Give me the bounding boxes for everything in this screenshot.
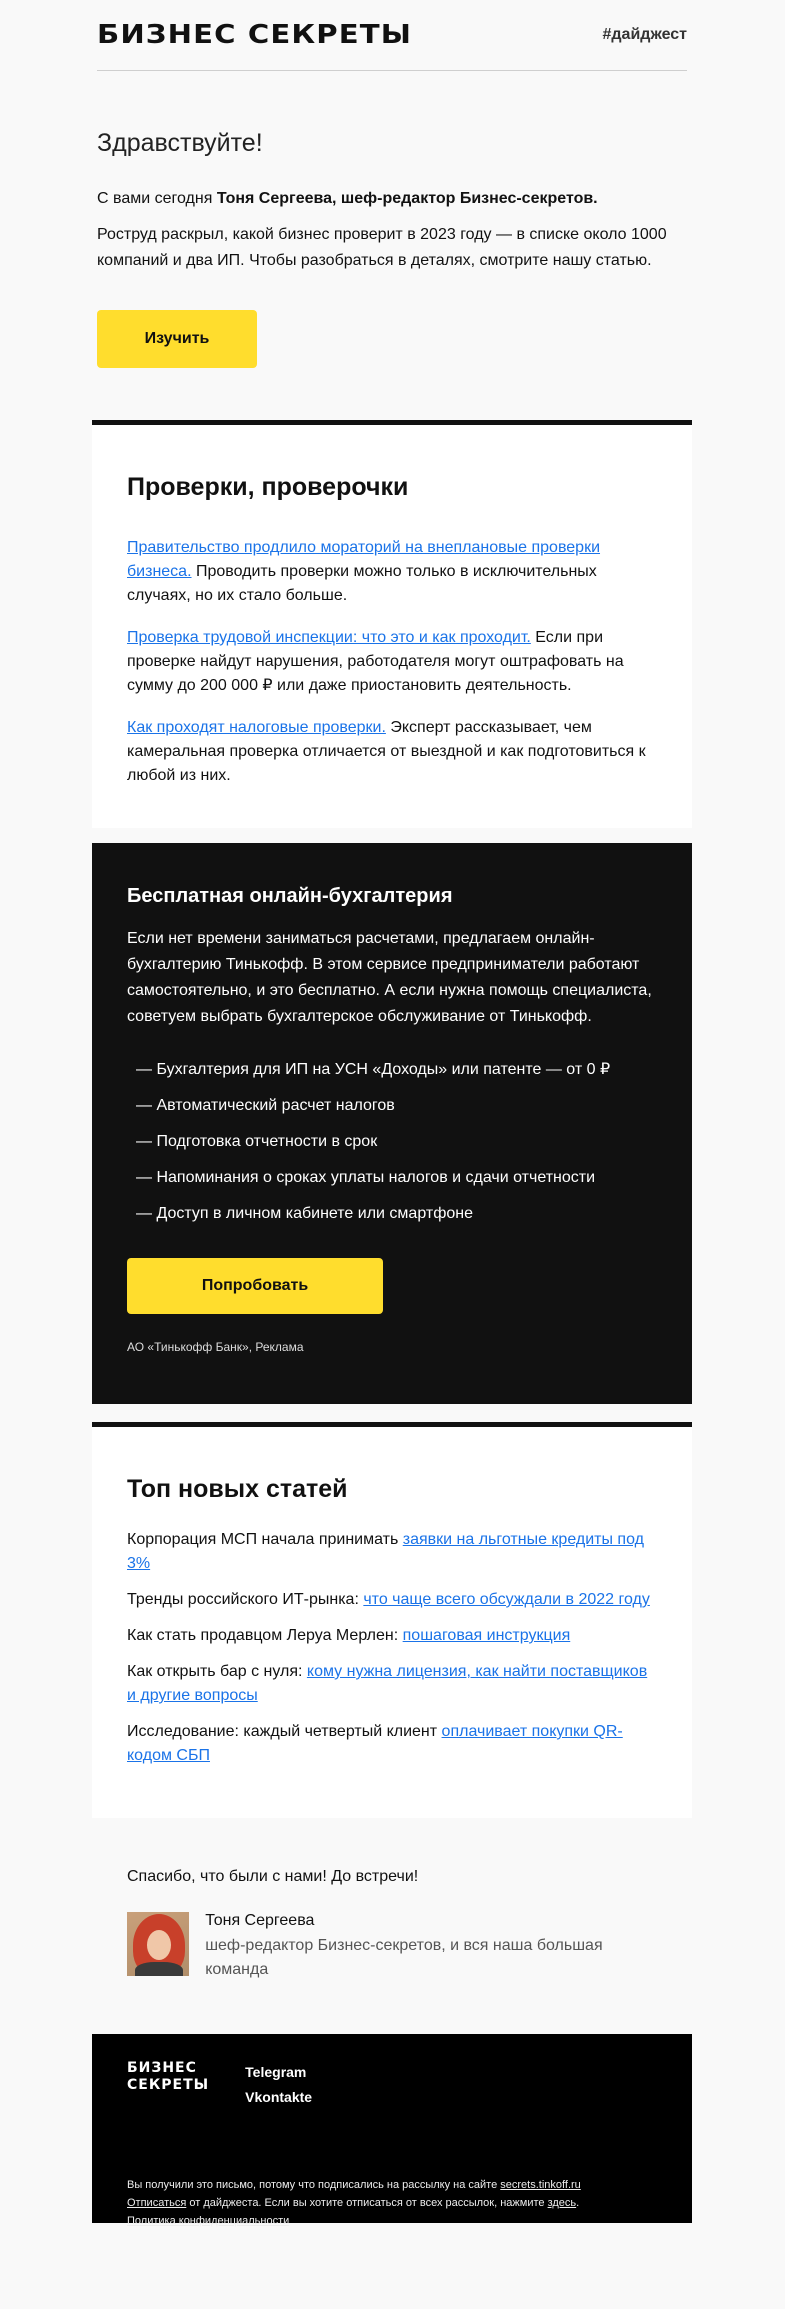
checks-section — [92, 420, 692, 828]
checks-item — [127, 536, 657, 608]
promo-feature: — Бухгалтерия для ИП на УСН «Доходы» или патенте — от 0 ₽ — [136, 1061, 611, 1078]
checks-item — [127, 716, 657, 788]
article-text: Корпорация МСП начала принимать — [127, 1531, 403, 1548]
article-item — [127, 1588, 657, 1612]
checks-item-link[interactable]: Как проходят налоговые проверки. — [127, 719, 386, 736]
footer-logo[interactable] — [127, 2060, 209, 2110]
vkontakte-link[interactable]: Vkontakte — [245, 2089, 313, 2105]
promo-title: Бесплатная онлайн-бухгалтерия — [127, 885, 453, 907]
footer — [92, 2034, 692, 2227]
promo-feature: — Доступ в личном кабинете или смартфоне — [136, 1205, 473, 1222]
author-role: шеф-редактор Бизнес-секретов, и вся наша большая команда — [205, 1937, 603, 1978]
social-links — [245, 2060, 312, 2110]
top-articles-section — [92, 1422, 692, 1818]
article-item — [127, 1720, 657, 1768]
promo-feature: — Автоматический расчет налогов — [136, 1097, 395, 1114]
intro-section — [92, 71, 692, 368]
signoff-section — [92, 1818, 692, 1982]
top-articles-title: Топ новых статей — [127, 1475, 348, 1503]
article-text: Тренды российского ИТ-рынка: — [127, 1591, 364, 1608]
footer-note: Вы получили это письмо, потому что подписались на рассылку на сайте secrets.tinkoff.ru Отписаться от дайджеста. Если вы хотите отписаться от всех рассылок, нажмите здесь. Политика конфиденциальности — [127, 2179, 581, 2227]
brand-logo[interactable]: БИЗНЕС СЕКРЕТЫ — [97, 20, 413, 50]
author-block — [127, 1912, 657, 1982]
article-link[interactable]: кому нужна лицензия, как найти поставщиков и другие вопросы — [127, 1663, 648, 1704]
digest-hashtag: #дайджест — [602, 26, 687, 43]
checks-item-link[interactable]: Правительство продлило мораторий на внеплановые проверки бизнеса. — [127, 539, 601, 580]
checks-item-link[interactable]: Проверка трудовой инспекции: что это и как проходит. — [127, 629, 531, 646]
unsubscribe-link[interactable]: Отписаться — [127, 2197, 187, 2209]
try-button[interactable]: Попробовать — [127, 1258, 383, 1314]
checks-title: Проверки, проверочки — [127, 473, 409, 501]
intro-paragraph: Роструд раскрыл, какой бизнес проверит в 2023 году — в списке около 1000 компаний и два ИП. Чтобы разобраться в деталях, смотрите нашу статью. — [97, 226, 667, 269]
checks-item-text: Эксперт рассказывает, чем камеральная проверка отличается от выездной и как подготовиться к любой из них. — [127, 719, 646, 784]
article-link[interactable]: заявки на льготные кредиты под 3% — [127, 1531, 644, 1572]
footer-note-text: Вы получили это письмо, потому что подписались на рассылку на сайте — [127, 2179, 501, 2191]
avatar — [127, 1912, 189, 1976]
promo-text: Если нет времени заниматься расчетами, предлагаем онлайн-бухгалтерию Тинькофф. В этом сервисе предприниматели работают самостоятельно, и это бесплатно. А если нужна помощь специалиста, советуем выбрать бухгалтерское обслуживание от Тинькофф. — [127, 930, 652, 1025]
promo-feature: — Подготовка отчетности в срок — [136, 1133, 378, 1150]
greeting: Здравствуйте! — [97, 129, 263, 157]
promo-features — [127, 1052, 657, 1232]
article-link[interactable]: пошаговая инструкция — [402, 1627, 571, 1644]
telegram-link[interactable]: Telegram — [245, 2064, 307, 2080]
email-container — [92, 0, 692, 2227]
promo-feature: — Напоминания о сроках уплаты налогов и сдачи отчетности — [136, 1169, 596, 1186]
checks-item-text: Проводить проверки можно только в исключительных случаях, но их стало больше. — [127, 563, 597, 604]
footer-note-text: от дайджеста. Если вы хотите отписаться от всех рассылок, нажмите — [186, 2197, 548, 2209]
promo-section — [92, 843, 692, 1404]
checks-item — [127, 626, 657, 698]
checks-item-text: Если при проверке найдут нарушения, работодателя могут оштрафовать на сумму до 200 000 ₽ или даже приостановить деятельность. — [127, 629, 624, 694]
footer-logo-line: БИЗНЕС — [127, 2060, 197, 2076]
footer-logo-line: СЕКРЕТЫ — [127, 2077, 210, 2093]
intro-prefix: С вами сегодня — [97, 190, 217, 207]
site-link[interactable]: secrets.tinkoff.ru — [500, 2179, 581, 2191]
author-name: Тоня Сергеева — [205, 1912, 315, 1929]
article-text: Как открыть бар с нуля: — [127, 1663, 307, 1680]
intro-line — [97, 186, 687, 212]
privacy-link[interactable]: Политика конфиденциальности — [127, 2215, 290, 2227]
article-item — [127, 1528, 657, 1576]
article-item — [127, 1624, 657, 1648]
article-text: Исследование: каждый четвертый клиент — [127, 1723, 442, 1740]
unsubscribe-all-link[interactable]: здесь — [547, 2197, 577, 2209]
article-item — [127, 1660, 657, 1708]
header — [97, 0, 687, 71]
article-text: Как стать продавцом Леруа Мерлен: — [127, 1627, 403, 1644]
article-link[interactable]: оплачивает покупки QR-кодом СБП — [127, 1723, 623, 1764]
study-button[interactable]: Изучить — [97, 310, 257, 368]
author-intro: Тоня Сергеева, шеф-редактор Бизнес-секретов. — [216, 190, 598, 207]
article-link[interactable]: что чаще всего обсуждали в 2022 году — [363, 1591, 650, 1608]
thanks-text: Спасибо, что были с нами! До встречи! — [127, 1868, 419, 1885]
promo-legal: АО «Тинькофф Банк», Реклама — [127, 1340, 304, 1354]
